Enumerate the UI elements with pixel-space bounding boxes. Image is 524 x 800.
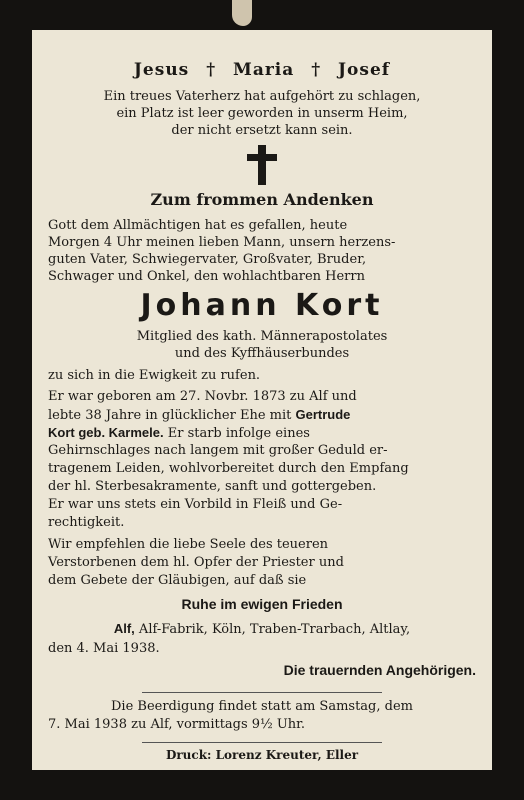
- biography-text: Er starb infolge eines: [163, 426, 310, 441]
- rest-in-peace: Ruhe im ewigen Frieden: [181, 596, 343, 612]
- deceased-name: Johann Kort: [140, 288, 384, 323]
- announcement-line: Schwager und Onkel, den wohlachtbaren Herrn: [48, 269, 365, 284]
- biography-line: Er war geboren am 27. Novbr. 1873 zu Alf und: [48, 389, 357, 404]
- cross-glyph: †: [206, 60, 217, 80]
- wife-maiden-name: Kort geb. Karmele.: [48, 425, 164, 440]
- biography-line: rechtigkeit.: [48, 515, 125, 530]
- divider: [142, 742, 382, 743]
- memorial-title: Zum frommen Andenken: [150, 190, 374, 209]
- wife-name: Gertrude: [295, 407, 351, 422]
- divider: [142, 692, 382, 693]
- announcement-line: Morgen 4 Uhr meinen lieben Mann, unsern herzens-: [48, 235, 396, 250]
- mourners-signature: Die trauernden Angehörigen.: [283, 662, 476, 678]
- date-line: den 4. Mai 1938.: [48, 641, 160, 656]
- places-line: [32, 620, 492, 638]
- biography-line: Gehirnschlages nach langem mit großer Geduld er-: [48, 443, 388, 458]
- biography-text: lebte 38 Jahre in glücklicher Ehe mit: [48, 408, 296, 423]
- recommendation-line: Verstorbenen dem hl. Opfer der Priester und: [48, 555, 344, 570]
- paper-tear: [232, 0, 252, 26]
- biography-line: tragenem Leiden, wohlvorbereitet durch den Empfang: [48, 461, 409, 476]
- cross-icon: [244, 145, 280, 185]
- membership-line: Mitglied des kath. Männerapostolates: [136, 329, 388, 344]
- funeral-line: 7. Mai 1938 zu Alf, vormittags 9½ Uhr.: [48, 717, 306, 732]
- intro-line: ein Platz ist leer geworden in unserm Heim,: [116, 106, 408, 121]
- called-line: zu sich in die Ewigkeit zu rufen.: [48, 368, 261, 383]
- funeral-line: Die Beerdigung findet statt am Samstag, dem: [111, 699, 413, 714]
- announcement-line: Gott dem Allmächtigen hat es gefallen, heute: [48, 218, 348, 233]
- intro-line: Ein treues Vaterherz hat aufgehört zu schlagen,: [103, 89, 421, 104]
- announcement-line: guten Vater, Schwiegervater, Großvater, Bruder,: [48, 252, 367, 267]
- membership-line: und des Kyffhäuserbundes: [174, 346, 350, 361]
- holy-family-heading: [32, 60, 492, 80]
- place-alf: Alf,: [113, 621, 135, 636]
- cross-glyph: †: [311, 60, 322, 80]
- biography-line: [48, 424, 476, 443]
- heading-jesus: Jesus: [133, 60, 190, 80]
- printer-imprint: Druck: Lorenz Kreuter, Eller: [165, 748, 359, 762]
- biography-line: Er war uns stets ein Vorbild in Fleiß und Ge-: [48, 497, 343, 512]
- biography-line: der hl. Sterbesakramente, sanft und gottergeben.: [48, 479, 377, 494]
- places-list: Alf-Fabrik, Köln, Traben-Trarbach, Altlay,: [134, 622, 411, 637]
- recommendation-line: dem Gebete der Gläubigen, auf daß sie: [48, 573, 307, 588]
- heading-maria: Maria: [233, 60, 295, 80]
- biography-line: [48, 406, 476, 425]
- recommendation-line: Wir empfehlen die liebe Seele des teueren: [48, 537, 329, 552]
- heading-josef: Josef: [338, 60, 391, 80]
- intro-line: der nicht ersetzt kann sein.: [171, 123, 353, 138]
- card-paper: [32, 30, 492, 770]
